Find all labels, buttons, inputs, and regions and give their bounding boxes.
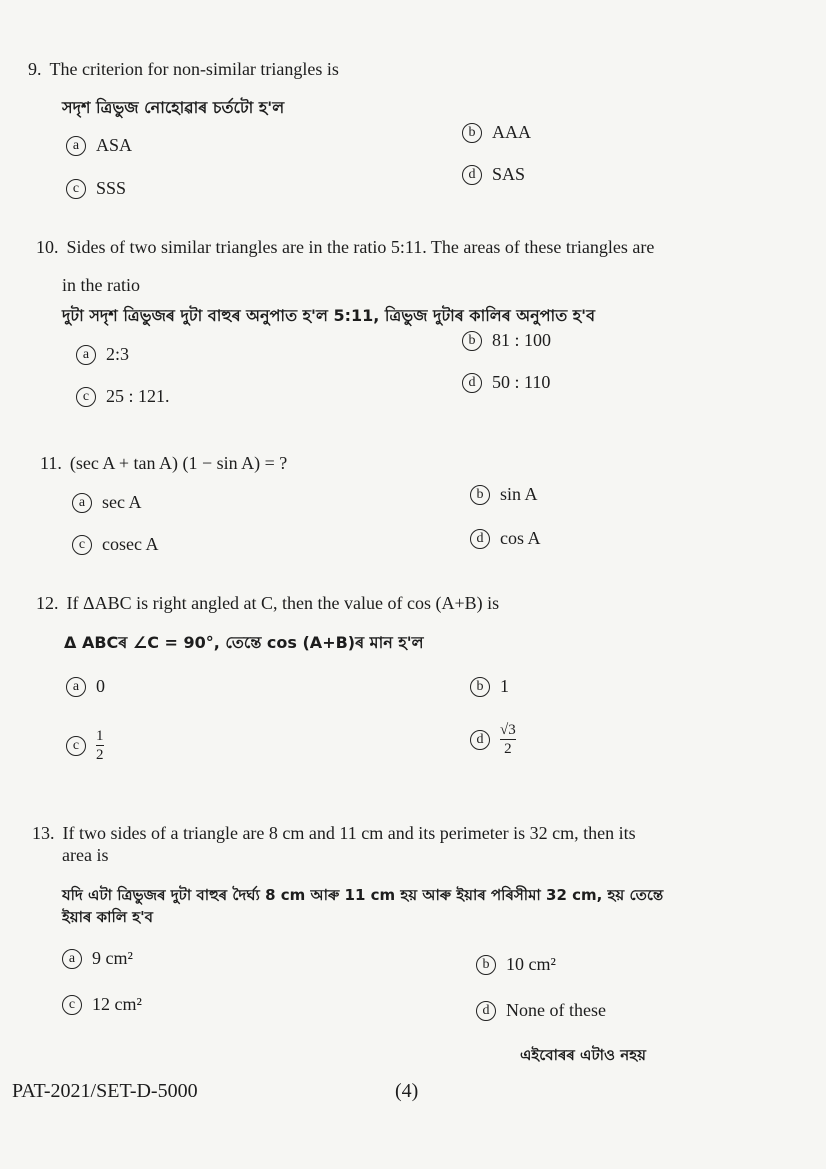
- question-translation: দুটা সদৃশ ত্ৰিভুজৰ দুটা বাহুৰ অনুপাত হ'ল 5:11, ত্ৰিভুজ দুটাৰ কালিৰ অনুপাত হ'ব: [62, 306, 595, 325]
- option-text: 2:3: [106, 344, 130, 364]
- option-text: 50 : 110: [492, 372, 551, 392]
- option-a[interactable]: [72, 492, 142, 513]
- option-letter: d: [470, 529, 490, 549]
- option-text: 1: [500, 676, 509, 696]
- option-letter: a: [72, 493, 92, 513]
- option-text: 10 cm²: [506, 954, 556, 974]
- option-c[interactable]: [62, 994, 142, 1015]
- option-text: 12 cm²: [92, 994, 142, 1014]
- question-text: 10. Sides of two similar triangles are in the ratio 5:11. The areas of these triangles are: [36, 237, 655, 257]
- option-letter: d: [462, 165, 482, 185]
- question-text-continued: in the ratio: [62, 275, 140, 295]
- option-letter: b: [470, 485, 490, 505]
- fraction: $\frac{1}{2}$: [96, 728, 104, 763]
- option-a[interactable]: [62, 948, 133, 969]
- option-a[interactable]: [76, 344, 129, 365]
- option-letter: c: [72, 535, 92, 555]
- option-text: None of these: [506, 1000, 606, 1020]
- option-a[interactable]: [66, 676, 105, 697]
- option-text: 81 : 100: [492, 330, 552, 350]
- option-text: SSS: [96, 178, 127, 198]
- question-text: 13. If two sides of a triangle are 8 cm and 11 cm and its perimeter is 32 cm, then its: [32, 823, 636, 843]
- option-text: 0: [96, 676, 105, 696]
- option-text: sin A: [500, 484, 538, 504]
- option-d[interactable]: [462, 372, 550, 393]
- option-letter: b: [470, 677, 490, 697]
- option-text: sec A: [102, 492, 142, 512]
- option-c[interactable]: [66, 178, 126, 199]
- page-number: (4): [395, 1080, 419, 1102]
- option-letter: c: [76, 387, 96, 407]
- option-letter: b: [476, 955, 496, 975]
- option-text: 25 : 121.: [106, 386, 170, 406]
- option-letter: c: [66, 736, 86, 756]
- option-b[interactable]: [470, 676, 509, 697]
- option-text: cos A: [500, 528, 541, 548]
- option-d-translation: এইবোৰৰ এটাও নহয়: [520, 1046, 646, 1064]
- question-translation: সদৃশ ত্ৰিভুজ নোহোৱাৰ চৰ্তটো হ'ল: [62, 98, 285, 117]
- option-letter: a: [66, 677, 86, 697]
- question-text-continued: area is: [62, 845, 109, 865]
- option-text: 9 cm²: [92, 948, 133, 968]
- option-letter: c: [66, 179, 86, 199]
- option-letter: b: [462, 123, 482, 143]
- option-d[interactable]: [476, 1000, 606, 1021]
- paper-code: PAT-2021/SET-D-5000: [12, 1080, 198, 1102]
- option-b[interactable]: [470, 484, 538, 505]
- question-text: 11. (sec A + tan A) (1 − sin A) = ?: [40, 453, 288, 473]
- option-text: cosec A: [102, 534, 159, 554]
- option-b[interactable]: [476, 954, 556, 975]
- option-letter: a: [66, 136, 86, 156]
- question-translation: যদি এটা ত্ৰিভুজৰ দুটা বাহুৰ দৈৰ্ঘ্য 8 cm আৰু 11 cm হয় আৰু ইয়াৰ পৰিসীমা 32 cm, হয় তেন্তে: [62, 886, 664, 904]
- option-d[interactable]: [462, 164, 525, 185]
- option-d[interactable]: [470, 722, 516, 757]
- option-letter: a: [62, 949, 82, 969]
- option-letter: c: [62, 995, 82, 1015]
- question-text: 9. The criterion for non-similar triangles is: [28, 59, 339, 79]
- option-b[interactable]: [462, 122, 531, 143]
- question-translation: Δ ABCৰ ∠C = 90°, তেন্তে cos (A+B)ৰ মান হ'ল: [64, 633, 424, 652]
- option-c[interactable]: [72, 534, 158, 555]
- fraction: $\frac{√3}{2}$: [500, 722, 516, 757]
- option-text: SAS: [492, 164, 526, 184]
- option-letter: a: [76, 345, 96, 365]
- option-d[interactable]: [470, 528, 541, 549]
- option-letter: d: [470, 730, 490, 750]
- option-c[interactable]: [66, 728, 104, 763]
- question-text: 12. If ΔABC is right angled at C, then the value of cos (A+B) is: [36, 593, 500, 613]
- option-letter: b: [462, 331, 482, 351]
- option-letter: d: [476, 1001, 496, 1021]
- option-c[interactable]: [76, 386, 170, 407]
- question-translation-continued: ইয়াৰ কালি হ'ব: [62, 908, 154, 926]
- option-text: ASA: [96, 135, 133, 155]
- option-b[interactable]: [462, 330, 551, 351]
- option-a[interactable]: [66, 135, 132, 156]
- option-text: AAA: [492, 122, 531, 142]
- option-letter: d: [462, 373, 482, 393]
